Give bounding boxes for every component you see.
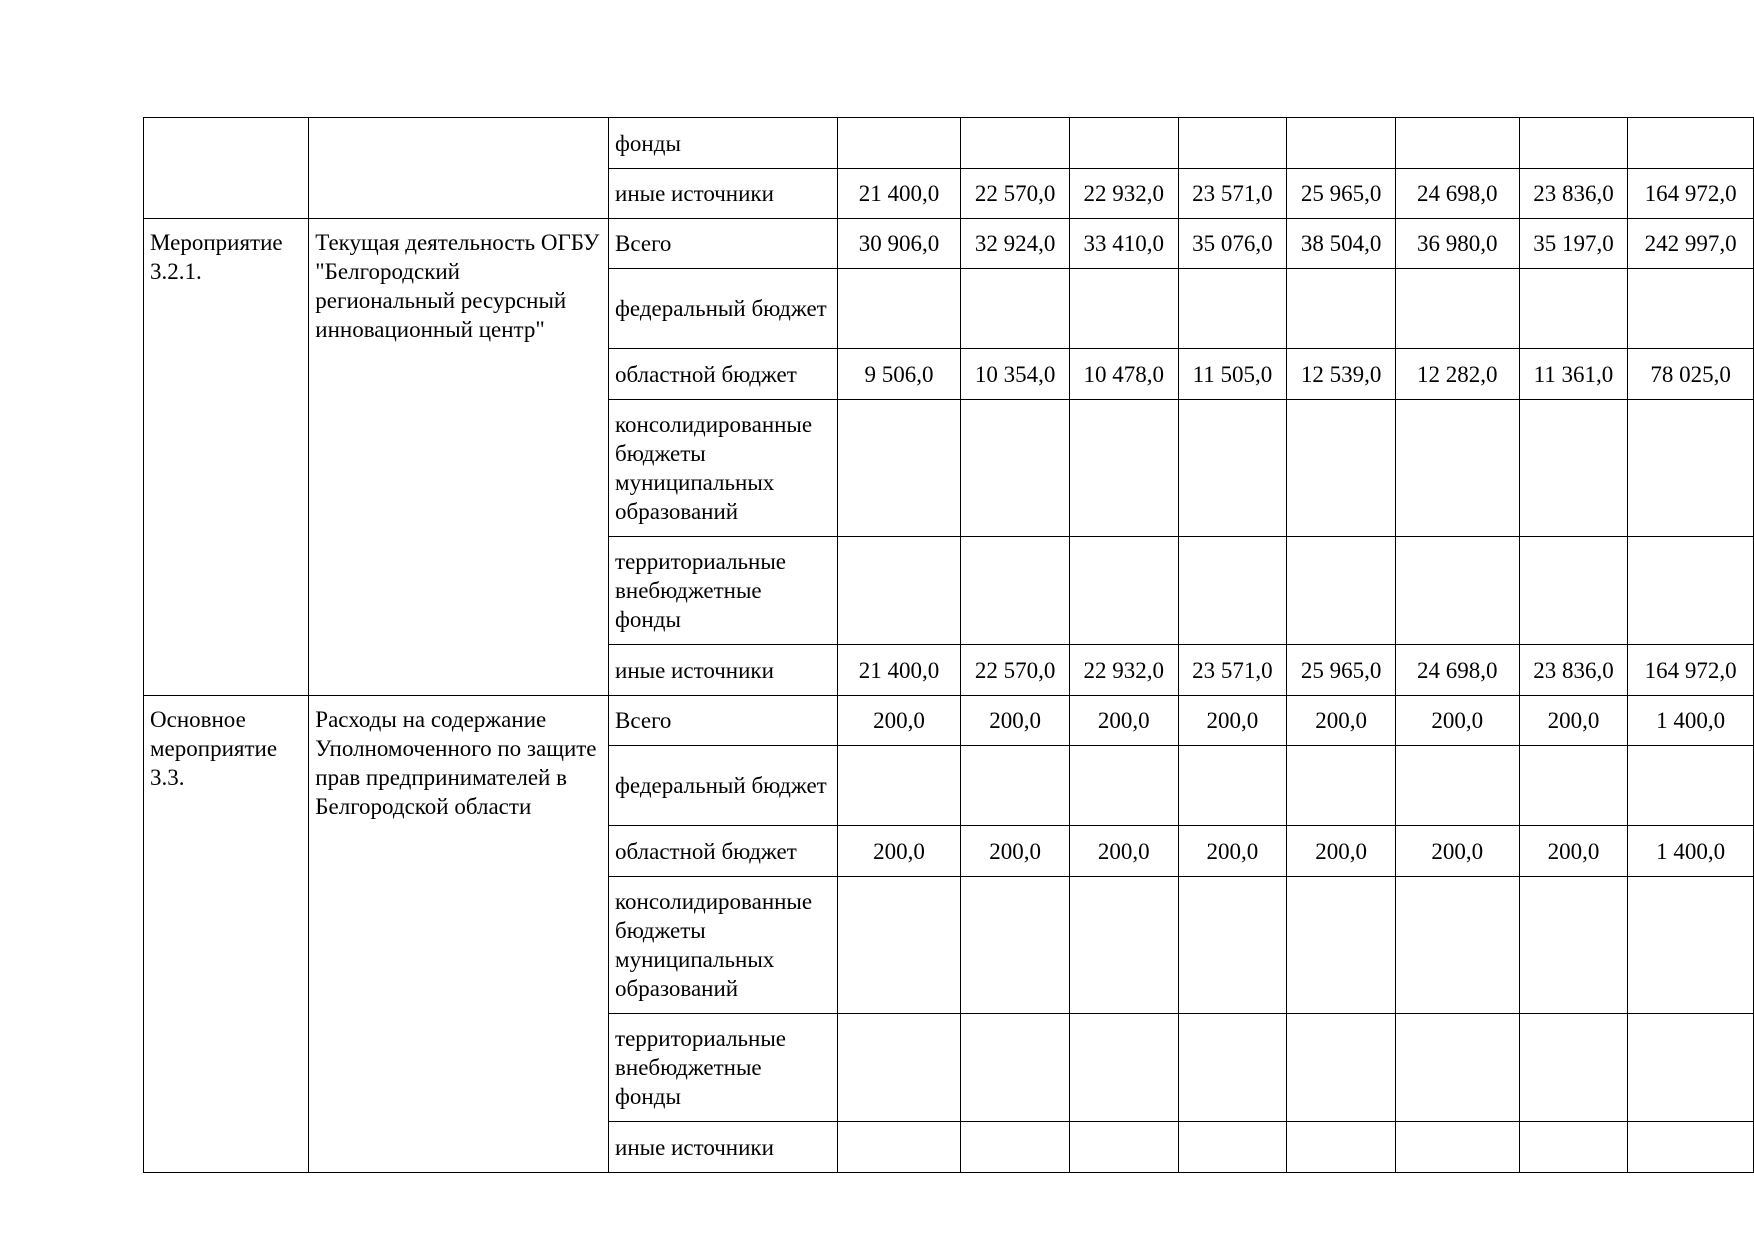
amount-cell: 23 836,0 <box>1519 645 1628 696</box>
amount-cell <box>837 118 961 169</box>
amount-cell <box>1178 118 1287 169</box>
funding-source-cell: иные источники <box>609 169 838 219</box>
funding-source-cell: федеральный бюджет <box>609 269 838 349</box>
amount-cell: 25 965,0 <box>1287 169 1396 219</box>
funding-source-cell: федеральный бюджет <box>609 746 838 826</box>
amount-cell: 38 504,0 <box>1287 219 1396 269</box>
amount-cell <box>961 400 1070 537</box>
amount-cell: 200,0 <box>961 696 1070 746</box>
amount-cell: 12 282,0 <box>1395 349 1519 400</box>
amount-cell <box>837 877 961 1014</box>
amount-cell <box>1395 877 1519 1014</box>
amount-cell: 23 571,0 <box>1178 169 1287 219</box>
amount-cell <box>961 269 1070 349</box>
amount-cell <box>1287 1122 1396 1173</box>
amount-cell <box>1178 1122 1287 1173</box>
amount-cell: 36 980,0 <box>1395 219 1519 269</box>
amount-cell: 21 400,0 <box>837 169 961 219</box>
amount-cell <box>1287 400 1396 537</box>
amount-cell <box>1287 537 1396 645</box>
funding-source-cell: Всего <box>609 219 838 269</box>
amount-cell: 9 506,0 <box>837 349 961 400</box>
activity-code-cell: Мероприятие 3.2.1. <box>144 219 309 696</box>
amount-cell: 1 400,0 <box>1628 696 1754 746</box>
amount-cell <box>1178 537 1287 645</box>
amount-cell: 200,0 <box>1395 696 1519 746</box>
amount-cell: 22 570,0 <box>961 645 1070 696</box>
amount-cell <box>1069 746 1178 826</box>
funding-source-cell: фонды <box>609 118 838 169</box>
amount-cell: 200,0 <box>1519 826 1628 877</box>
amount-cell <box>1395 537 1519 645</box>
amount-cell <box>1287 746 1396 826</box>
funding-source-cell: областной бюджет <box>609 349 838 400</box>
amount-cell <box>1069 877 1178 1014</box>
amount-cell <box>1628 269 1754 349</box>
amount-cell <box>1178 746 1287 826</box>
funding-source-cell: консолидированные бюджеты муниципальных образований <box>609 400 838 537</box>
amount-cell <box>1287 877 1396 1014</box>
amount-cell: 30 906,0 <box>837 219 961 269</box>
amount-cell <box>1519 1122 1628 1173</box>
amount-cell <box>1395 746 1519 826</box>
amount-cell: 24 698,0 <box>1395 169 1519 219</box>
amount-cell <box>1628 400 1754 537</box>
amount-cell <box>837 746 961 826</box>
funding-source-cell: консолидированные бюджеты муниципальных образований <box>609 877 838 1014</box>
amount-cell: 22 570,0 <box>961 169 1070 219</box>
amount-cell: 25 965,0 <box>1287 645 1396 696</box>
amount-cell <box>1628 537 1754 645</box>
funding-source-cell: иные источники <box>609 645 838 696</box>
amount-cell <box>1519 537 1628 645</box>
amount-cell <box>1178 877 1287 1014</box>
amount-cell <box>1628 118 1754 169</box>
amount-cell: 200,0 <box>1287 696 1396 746</box>
amount-cell: 200,0 <box>1178 826 1287 877</box>
amount-cell: 200,0 <box>1069 696 1178 746</box>
amount-cell: 200,0 <box>961 826 1070 877</box>
table-row <box>144 696 1754 746</box>
amount-cell <box>1287 269 1396 349</box>
amount-cell <box>1519 1014 1628 1122</box>
amount-cell: 22 932,0 <box>1069 645 1178 696</box>
funding-source-cell: Всего <box>609 696 838 746</box>
amount-cell: 200,0 <box>1287 826 1396 877</box>
amount-cell: 23 571,0 <box>1178 645 1287 696</box>
amount-cell: 10 354,0 <box>961 349 1070 400</box>
activity-name-cell <box>309 118 609 219</box>
amount-cell <box>1069 118 1178 169</box>
amount-cell <box>1519 400 1628 537</box>
amount-cell: 242 997,0 <box>1628 219 1754 269</box>
amount-cell <box>1395 400 1519 537</box>
amount-cell <box>1178 269 1287 349</box>
amount-cell <box>961 746 1070 826</box>
amount-cell: 200,0 <box>1069 826 1178 877</box>
amount-cell: 32 924,0 <box>961 219 1070 269</box>
amount-cell <box>837 1122 961 1173</box>
amount-cell: 200,0 <box>1519 696 1628 746</box>
amount-cell: 22 932,0 <box>1069 169 1178 219</box>
amount-cell: 200,0 <box>837 696 961 746</box>
amount-cell: 21 400,0 <box>837 645 961 696</box>
amount-cell <box>961 537 1070 645</box>
amount-cell <box>1628 746 1754 826</box>
amount-cell <box>1395 269 1519 349</box>
amount-cell <box>1519 877 1628 1014</box>
table-row <box>144 219 1754 269</box>
financing-table <box>143 117 1754 1173</box>
amount-cell: 33 410,0 <box>1069 219 1178 269</box>
amount-cell: 24 698,0 <box>1395 645 1519 696</box>
amount-cell <box>1069 537 1178 645</box>
amount-cell <box>961 877 1070 1014</box>
amount-cell <box>1628 877 1754 1014</box>
amount-cell <box>1395 1014 1519 1122</box>
amount-cell <box>1519 269 1628 349</box>
amount-cell: 164 972,0 <box>1628 169 1754 219</box>
amount-cell <box>837 269 961 349</box>
amount-cell <box>837 1014 961 1122</box>
amount-cell: 200,0 <box>837 826 961 877</box>
amount-cell <box>1519 118 1628 169</box>
amount-cell <box>1178 400 1287 537</box>
amount-cell: 10 478,0 <box>1069 349 1178 400</box>
amount-cell: 164 972,0 <box>1628 645 1754 696</box>
amount-cell <box>1628 1122 1754 1173</box>
amount-cell <box>1519 746 1628 826</box>
amount-cell <box>1069 1014 1178 1122</box>
amount-cell <box>961 1122 1070 1173</box>
amount-cell <box>1069 269 1178 349</box>
amount-cell <box>1395 1122 1519 1173</box>
amount-cell: 35 197,0 <box>1519 219 1628 269</box>
amount-cell <box>961 1014 1070 1122</box>
amount-cell <box>1628 1014 1754 1122</box>
amount-cell: 23 836,0 <box>1519 169 1628 219</box>
amount-cell <box>837 537 961 645</box>
amount-cell <box>1069 400 1178 537</box>
amount-cell: 78 025,0 <box>1628 349 1754 400</box>
amount-cell: 1 400,0 <box>1628 826 1754 877</box>
amount-cell <box>1287 118 1396 169</box>
amount-cell: 11 505,0 <box>1178 349 1287 400</box>
amount-cell: 11 361,0 <box>1519 349 1628 400</box>
activity-name-cell: Расходы на содержание Уполномоченного по защите прав предпринимателей в Белгородской области <box>309 696 609 1173</box>
amount-cell <box>1069 1122 1178 1173</box>
amount-cell: 200,0 <box>1395 826 1519 877</box>
amount-cell <box>1178 1014 1287 1122</box>
funding-source-cell: территориальные внебюджетные фонды <box>609 537 838 645</box>
table-row <box>144 118 1754 169</box>
activity-name-cell: Текущая деятельность ОГБУ "Белгородский региональный ресурсный инновационный центр" <box>309 219 609 696</box>
funding-source-cell: областной бюджет <box>609 826 838 877</box>
funding-source-cell: территориальные внебюджетные фонды <box>609 1014 838 1122</box>
amount-cell: 200,0 <box>1178 696 1287 746</box>
amount-cell <box>961 118 1070 169</box>
amount-cell <box>1395 118 1519 169</box>
amount-cell <box>837 400 961 537</box>
amount-cell: 12 539,0 <box>1287 349 1396 400</box>
activity-code-cell: Основное мероприятие 3.3. <box>144 696 309 1173</box>
amount-cell: 35 076,0 <box>1178 219 1287 269</box>
funding-source-cell: иные источники <box>609 1122 838 1173</box>
amount-cell <box>1287 1014 1396 1122</box>
activity-code-cell <box>144 118 309 219</box>
